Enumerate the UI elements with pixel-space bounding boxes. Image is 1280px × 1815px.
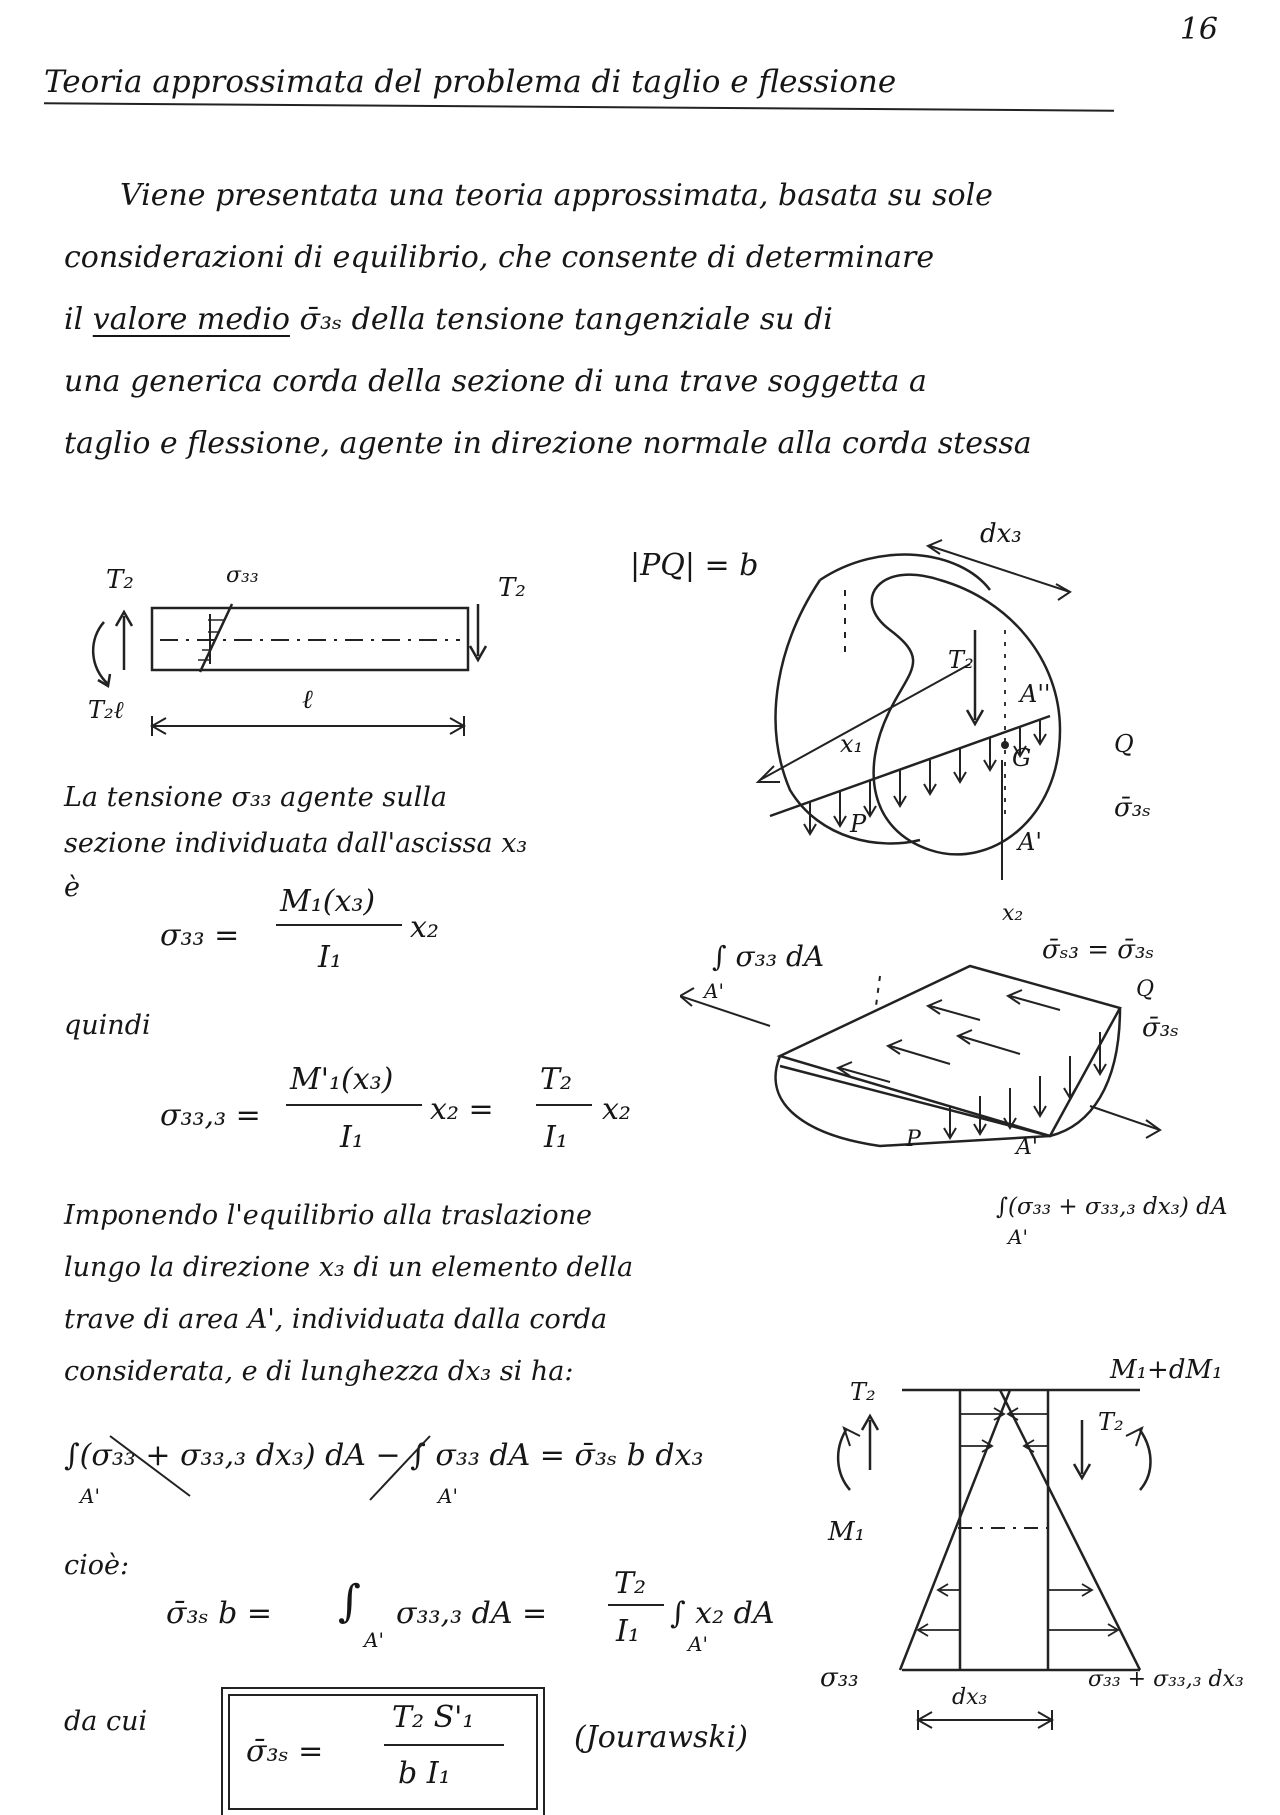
slice-t2-right: T₂ bbox=[1098, 1408, 1124, 1436]
element-integral-sub: A' bbox=[704, 979, 724, 1003]
eq5-lhs: σ̄₃ₛ = bbox=[246, 1734, 324, 1769]
eq5-numerator: T₂ S'₁ bbox=[392, 1700, 475, 1735]
intro-line-3-pre: il bbox=[64, 302, 84, 337]
slice-sigma33: σ₃₃ bbox=[820, 1663, 859, 1693]
solid-a-double: A'' bbox=[1020, 680, 1051, 708]
slice-moment-right bbox=[1140, 1430, 1151, 1490]
element-sketch bbox=[680, 936, 1240, 1256]
page-title: Teoria approssimata del problema di taglio e flessione bbox=[44, 64, 897, 100]
eq4-numerator: T₂ bbox=[614, 1566, 647, 1601]
solid-section-sketch bbox=[740, 520, 1200, 940]
centroid-dot bbox=[1001, 741, 1009, 749]
eq4-integral: ∫ bbox=[338, 1576, 361, 1627]
slice-m1dm1: M₁+dM₁ bbox=[1110, 1355, 1223, 1385]
eq4-fraction-bar bbox=[608, 1604, 664, 1606]
solid-q: Q bbox=[1114, 730, 1134, 758]
right-resultant-arrow bbox=[1090, 1106, 1160, 1130]
axis-x1 bbox=[760, 664, 970, 780]
solid-dx3: dx₃ bbox=[980, 520, 1022, 549]
equilibrium-line-4: considerata, e di lunghezza dx₃ si ha: bbox=[64, 1356, 574, 1387]
intro-line-5: taglio e flessione, agente in direzione normale alla corda stessa bbox=[64, 426, 1032, 461]
eq2-lhs: σ₃₃,₃ = bbox=[160, 1098, 261, 1133]
eq2-fraction-bar-2 bbox=[536, 1104, 592, 1106]
element-q: Q bbox=[1136, 977, 1155, 1002]
slice-m1: M₁ bbox=[828, 1517, 866, 1547]
slice-dx3: dx₃ bbox=[952, 1685, 988, 1710]
eq3-cancel-strokes bbox=[80, 1426, 500, 1506]
element-integral-2-sub: A' bbox=[1008, 1225, 1028, 1249]
element-integral: ∫ σ₃₃ dA bbox=[712, 940, 825, 973]
slice-t2-left: T₂ bbox=[850, 1378, 876, 1406]
element-p: P bbox=[906, 1127, 921, 1152]
eq5-denominator: b I₁ bbox=[398, 1756, 451, 1791]
page-number: 16 bbox=[1179, 12, 1218, 47]
slice-sigma33-right: σ₃₃ + σ₃₃,₃ dx₃ bbox=[1088, 1667, 1244, 1692]
element-sigma3s: σ̄₃ₛ bbox=[1142, 1013, 1179, 1043]
beam-t2-left: T₂ bbox=[106, 565, 134, 595]
intro-line-3-underlined: valore medio bbox=[92, 302, 290, 337]
eq2-numerator-1: M'₁(x₃) bbox=[290, 1062, 394, 1097]
solid-p: P bbox=[850, 810, 867, 838]
solid-t2: T₂ bbox=[948, 646, 974, 674]
eq4-rhs: ∫ x₂ dA bbox=[670, 1596, 775, 1631]
beam-sigma: σ₃₃ bbox=[226, 563, 259, 588]
stress-line-3: è bbox=[64, 872, 80, 903]
title-underline bbox=[44, 102, 1114, 111]
solid-g: G bbox=[1012, 744, 1032, 772]
beam-t2-right: T₂ bbox=[498, 573, 526, 603]
eq2-denominator-2: I₁ bbox=[544, 1120, 568, 1155]
left-resultant-arrow bbox=[680, 996, 770, 1026]
solid-a-prime: A' bbox=[1018, 828, 1042, 856]
eq4-denominator: I₁ bbox=[616, 1614, 640, 1649]
beam-sketch bbox=[60, 560, 540, 740]
element-sigma-s3: σ̄ₛ₃ = σ̄₃ₛ bbox=[1042, 936, 1155, 965]
moment-arrow bbox=[93, 622, 108, 684]
eq1-denominator: I₁ bbox=[318, 940, 342, 975]
equilibrium-line-1: Imponendo l'equilibrio alla traslazione bbox=[64, 1200, 592, 1231]
solid-sigma3s: σ̄₃ₛ bbox=[1114, 793, 1151, 823]
eq4-integral-sub: A' bbox=[364, 1628, 384, 1652]
eq1-numerator: M₁(x₃) bbox=[280, 884, 376, 919]
intro-line-3 bbox=[64, 302, 833, 337]
da-cui-label: da cui bbox=[64, 1706, 148, 1737]
stress-line-1: La tensione σ₃₃ agente sulla bbox=[64, 782, 447, 813]
intro-line-2: considerazioni di equilibrio, che consente di determinare bbox=[64, 240, 935, 275]
eq4-lhs: σ̄₃ₛ b = bbox=[166, 1596, 273, 1631]
eq4-rhs-sub: A' bbox=[688, 1632, 708, 1656]
intro-line-3-post: della tensione tangenziale su di bbox=[351, 302, 833, 337]
eq4-mid: σ₃₃,₃ dA = bbox=[396, 1596, 548, 1631]
eq1-fraction-bar bbox=[276, 924, 402, 926]
quindi-label: quindi bbox=[64, 1010, 151, 1041]
beam-length: ℓ bbox=[302, 685, 313, 715]
eq2-numerator-2: T₂ bbox=[540, 1062, 573, 1097]
equilibrium-line-2: lungo la direzione x₃ di un elemento della bbox=[64, 1252, 634, 1283]
eq3-sub-2: A' bbox=[438, 1484, 458, 1508]
cioe-label: cioè: bbox=[64, 1550, 130, 1581]
dx3-dimension bbox=[930, 546, 1070, 592]
solid-x2: x₂ bbox=[1002, 901, 1024, 926]
stress-line-2: sezione individuata dall'ascissa x₃ bbox=[64, 828, 528, 859]
stress-line bbox=[200, 604, 232, 672]
left-stress-diagram bbox=[900, 1390, 1010, 1670]
element-integral-2: ∫(σ₃₃ + σ₃₃,₃ dx₃) dA bbox=[996, 1194, 1228, 1220]
pq-label: |PQ| = b bbox=[630, 548, 759, 583]
eq1-lhs: σ₃₃ = bbox=[160, 918, 240, 953]
slice-sketch bbox=[820, 1350, 1280, 1750]
eq2-rhs: x₂ bbox=[602, 1092, 631, 1127]
flow-arrows bbox=[838, 990, 1060, 1082]
eq5-name: (Jourawski) bbox=[574, 1720, 748, 1755]
intro-line-1: Viene presentata una teoria approssimata, basata su sole bbox=[120, 178, 993, 213]
chord-pq bbox=[770, 716, 1050, 816]
equilibrium-line-3: trave di area A', individuata dalla corda bbox=[64, 1304, 608, 1335]
eq2-fraction-bar-1 bbox=[286, 1104, 422, 1106]
eq3-body: ∫(σ₃₃ + σ₃₃,₃ dx₃) dA − ∫ σ₃₃ dA = σ̄₃ₛ b dx₃ bbox=[64, 1438, 704, 1473]
eq2-denominator-1: I₁ bbox=[340, 1120, 364, 1155]
eq5-fraction-bar bbox=[384, 1744, 504, 1746]
right-stress-arrows bbox=[1008, 1408, 1118, 1636]
eq2-mid: x₂ = bbox=[430, 1092, 494, 1127]
solid-x1: x₁ bbox=[840, 730, 864, 758]
intro-line-4: una generica corda della sezione di una trave soggetta a bbox=[64, 364, 927, 399]
intro-line-3-symbol: σ̄₃ₛ bbox=[299, 302, 343, 337]
eq3-sub-1: A' bbox=[80, 1484, 100, 1508]
section-outline bbox=[872, 575, 1060, 855]
element-a-prime: A' bbox=[1016, 1135, 1038, 1160]
shear-down-arrows bbox=[944, 1032, 1106, 1138]
eq1-rhs: x₂ bbox=[410, 910, 439, 945]
beam-moment: T₂ℓ bbox=[88, 696, 124, 724]
